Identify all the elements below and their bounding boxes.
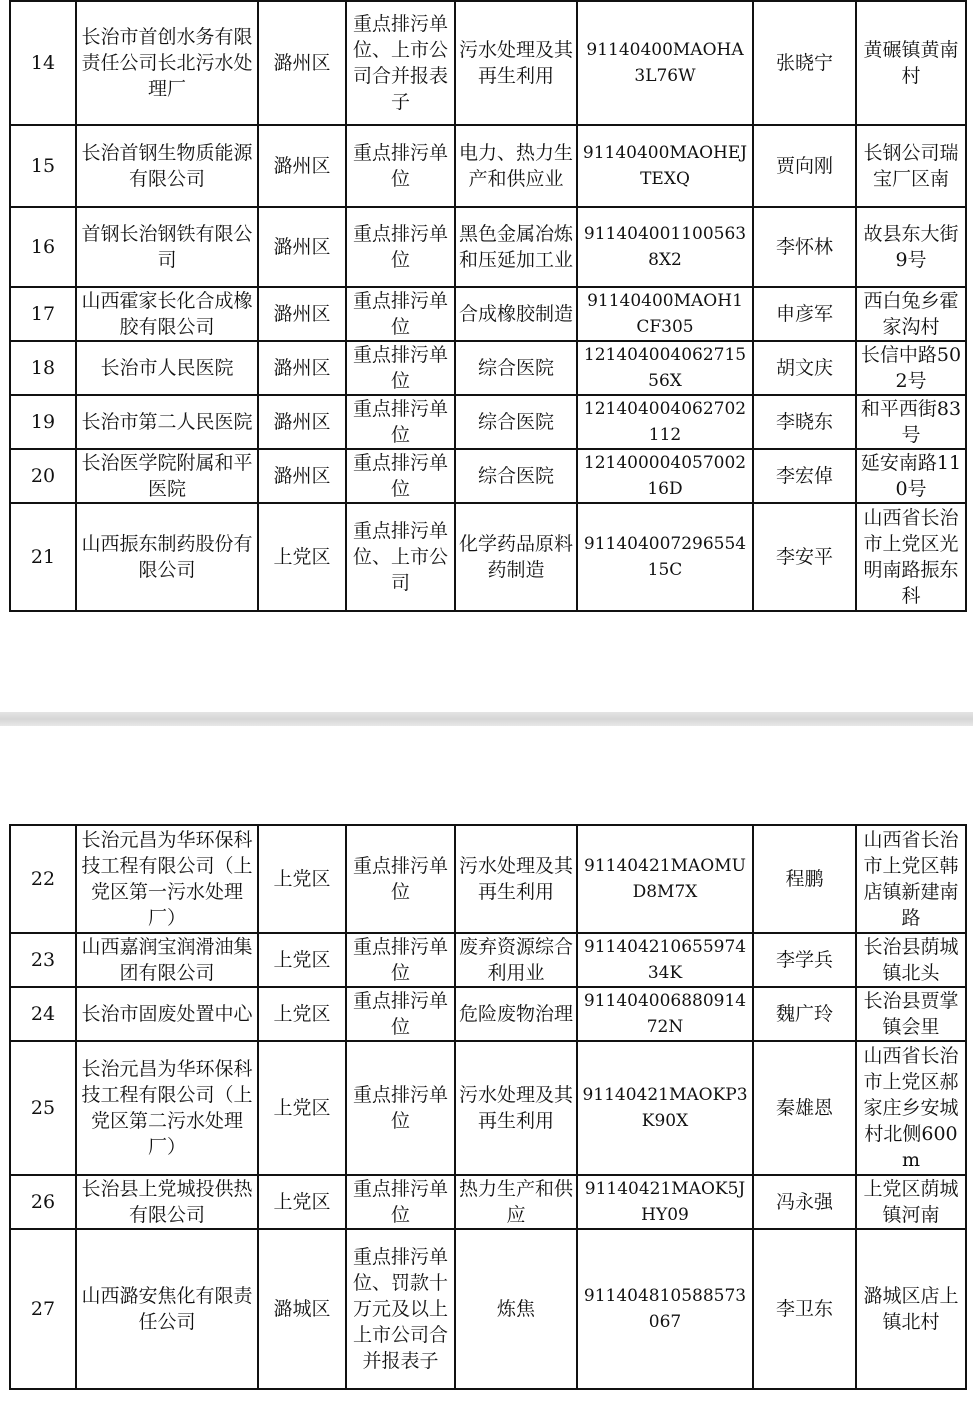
address: 黄碾镇黄南村 <box>856 1 966 125</box>
row-number: 18 <box>10 341 76 395</box>
table-row <box>10 1229 966 1389</box>
row-number: 26 <box>10 1175 76 1229</box>
credit-code: 121404004062702 112 <box>577 395 753 449</box>
industry: 废弃资源综合利用业 <box>455 933 577 987</box>
unit-type: 重点排污单位 <box>346 933 455 987</box>
row-number: 14 <box>10 1 76 125</box>
legal-person: 胡文庆 <box>753 341 856 395</box>
industry: 综合医院 <box>455 341 577 395</box>
industry: 热力生产和供应 <box>455 1175 577 1229</box>
industry: 综合医院 <box>455 395 577 449</box>
address: 故县东大街9号 <box>856 207 966 287</box>
unit-type: 重点排污单位 <box>346 987 455 1041</box>
legal-person: 李晓东 <box>753 395 856 449</box>
district: 潞城区 <box>258 1229 346 1389</box>
legal-person: 李学兵 <box>753 933 856 987</box>
table-row <box>10 1175 966 1229</box>
address: 延安南路110号 <box>856 449 966 503</box>
district: 上党区 <box>258 987 346 1041</box>
legal-person: 张晓宁 <box>753 1 856 125</box>
table-row <box>10 503 966 611</box>
legal-person: 李怀林 <box>753 207 856 287</box>
legal-person: 魏广玲 <box>753 987 856 1041</box>
credit-code: 91140400MAOHEJTEXQ <box>577 125 753 207</box>
legal-person: 李宏倬 <box>753 449 856 503</box>
address: 潞城区店上镇北村 <box>856 1229 966 1389</box>
enterprise-table <box>9 824 967 1390</box>
industry: 污水处理及其再生利用 <box>455 1 577 125</box>
company-name: 长治元昌为华环保科技工程有限公司（上党区第二污水处理厂） <box>76 1041 258 1175</box>
row-number: 25 <box>10 1041 76 1175</box>
row-number: 16 <box>10 207 76 287</box>
company-name: 山西潞安焦化有限责任公司 <box>76 1229 258 1389</box>
unit-type: 重点排污单位 <box>346 125 455 207</box>
district: 上党区 <box>258 933 346 987</box>
company-name: 长治首钢生物质能源有限公司 <box>76 125 258 207</box>
address: 长治县荫城镇北头 <box>856 933 966 987</box>
table-row <box>10 933 966 987</box>
table-row <box>10 987 966 1041</box>
table-row <box>10 341 966 395</box>
row-number: 23 <box>10 933 76 987</box>
unit-type: 重点排污单位 <box>346 287 455 341</box>
credit-code: 911404001100563 8X2 <box>577 207 753 287</box>
row-number: 20 <box>10 449 76 503</box>
address: 西白兔乡霍家沟村 <box>856 287 966 341</box>
industry: 电力、热力生产和供应业 <box>455 125 577 207</box>
credit-code: 911404006880914 72N <box>577 987 753 1041</box>
unit-type: 重点排污单位 <box>346 1175 455 1229</box>
company-name: 长治县上党城投供热有限公司 <box>76 1175 258 1229</box>
table-row <box>10 449 966 503</box>
legal-person: 李安平 <box>753 503 856 611</box>
company-name: 山西嘉润宝润滑油集团有限公司 <box>76 933 258 987</box>
address: 山西省长治市上党区郝家庄乡安城村北侧600m <box>856 1041 966 1175</box>
unit-type: 重点排污单位 <box>346 341 455 395</box>
legal-person: 贾向刚 <box>753 125 856 207</box>
district: 上党区 <box>258 1175 346 1229</box>
table-row <box>10 1 966 125</box>
address: 长信中路502号 <box>856 341 966 395</box>
address: 和平西街83号 <box>856 395 966 449</box>
address: 长钢公司瑞宝厂区南 <box>856 125 966 207</box>
table-row <box>10 395 966 449</box>
row-number: 22 <box>10 825 76 933</box>
row-number: 15 <box>10 125 76 207</box>
industry: 危险废物治理 <box>455 987 577 1041</box>
unit-type: 重点排污单位、上市公司合并报表子 <box>346 1 455 125</box>
unit-type: 重点排污单位、上市公司 <box>346 503 455 611</box>
table-row <box>10 207 966 287</box>
credit-code: 91140421MAOK5JHY09 <box>577 1175 753 1229</box>
industry: 化学药品原料药制造 <box>455 503 577 611</box>
table-row <box>10 125 966 207</box>
company-name: 长治元昌为华环保科技工程有限公司（上党区第一污水处理厂） <box>76 825 258 933</box>
table-row <box>10 1041 966 1175</box>
legal-person: 冯永强 <box>753 1175 856 1229</box>
industry: 综合医院 <box>455 449 577 503</box>
address: 上党区荫城镇河南 <box>856 1175 966 1229</box>
company-name: 长治市固废处置中心 <box>76 987 258 1041</box>
district: 潞州区 <box>258 395 346 449</box>
credit-code: 911404007296554 15C <box>577 503 753 611</box>
company-name: 长治市人民医院 <box>76 341 258 395</box>
row-number: 17 <box>10 287 76 341</box>
industry: 污水处理及其再生利用 <box>455 825 577 933</box>
page-separator <box>0 712 973 726</box>
credit-code: 91140400MAOHA3L76W <box>577 1 753 125</box>
credit-code: 91140400MAOH1CF305 <box>577 287 753 341</box>
legal-person: 程鹏 <box>753 825 856 933</box>
industry: 污水处理及其再生利用 <box>455 1041 577 1175</box>
unit-type: 重点排污单位 <box>346 207 455 287</box>
legal-person: 李卫东 <box>753 1229 856 1389</box>
credit-code: 911404810588573 067 <box>577 1229 753 1389</box>
industry: 炼焦 <box>455 1229 577 1389</box>
unit-type: 重点排污单位 <box>346 395 455 449</box>
row-number: 27 <box>10 1229 76 1389</box>
district: 上党区 <box>258 825 346 933</box>
district: 潞州区 <box>258 341 346 395</box>
district: 潞州区 <box>258 207 346 287</box>
legal-person: 秦雄恩 <box>753 1041 856 1175</box>
district: 潞州区 <box>258 449 346 503</box>
address: 山西省长治市上党区韩店镇新建南路 <box>856 825 966 933</box>
table-row <box>10 825 966 933</box>
district: 上党区 <box>258 503 346 611</box>
unit-type: 重点排污单位 <box>346 449 455 503</box>
company-name: 首钢长治钢铁有限公司 <box>76 207 258 287</box>
address: 长治县贾掌镇会里 <box>856 987 966 1041</box>
company-name: 长治市第二人民医院 <box>76 395 258 449</box>
legal-person: 申彦军 <box>753 287 856 341</box>
table-row <box>10 287 966 341</box>
credit-code: 91140421MAOMUD8M7X <box>577 825 753 933</box>
credit-code: 91140421MAOKP3K90X <box>577 1041 753 1175</box>
district: 潞州区 <box>258 125 346 207</box>
credit-code: 121400004057002 16D <box>577 449 753 503</box>
unit-type: 重点排污单位 <box>346 825 455 933</box>
company-name: 山西振东制药股份有限公司 <box>76 503 258 611</box>
row-number: 19 <box>10 395 76 449</box>
industry: 合成橡胶制造 <box>455 287 577 341</box>
address: 山西省长治市上党区光明南路振东科 <box>856 503 966 611</box>
company-name: 山西霍家长化合成橡胶有限公司 <box>76 287 258 341</box>
credit-code: 121404004062715 56X <box>577 341 753 395</box>
enterprise-table <box>9 0 967 612</box>
company-name: 长治市首创水务有限责任公司长北污水处理厂 <box>76 1 258 125</box>
row-number: 21 <box>10 503 76 611</box>
district: 上党区 <box>258 1041 346 1175</box>
credit-code: 911404210655974 34K <box>577 933 753 987</box>
company-name: 长治医学院附属和平医院 <box>76 449 258 503</box>
row-number: 24 <box>10 987 76 1041</box>
unit-type: 重点排污单位 <box>346 1041 455 1175</box>
district: 潞州区 <box>258 1 346 125</box>
district: 潞州区 <box>258 287 346 341</box>
unit-type: 重点排污单位、罚款十万元及以上上市公司合并报表子 <box>346 1229 455 1389</box>
document-page-2 <box>0 726 973 1409</box>
industry: 黑色金属冶炼和压延加工业 <box>455 207 577 287</box>
